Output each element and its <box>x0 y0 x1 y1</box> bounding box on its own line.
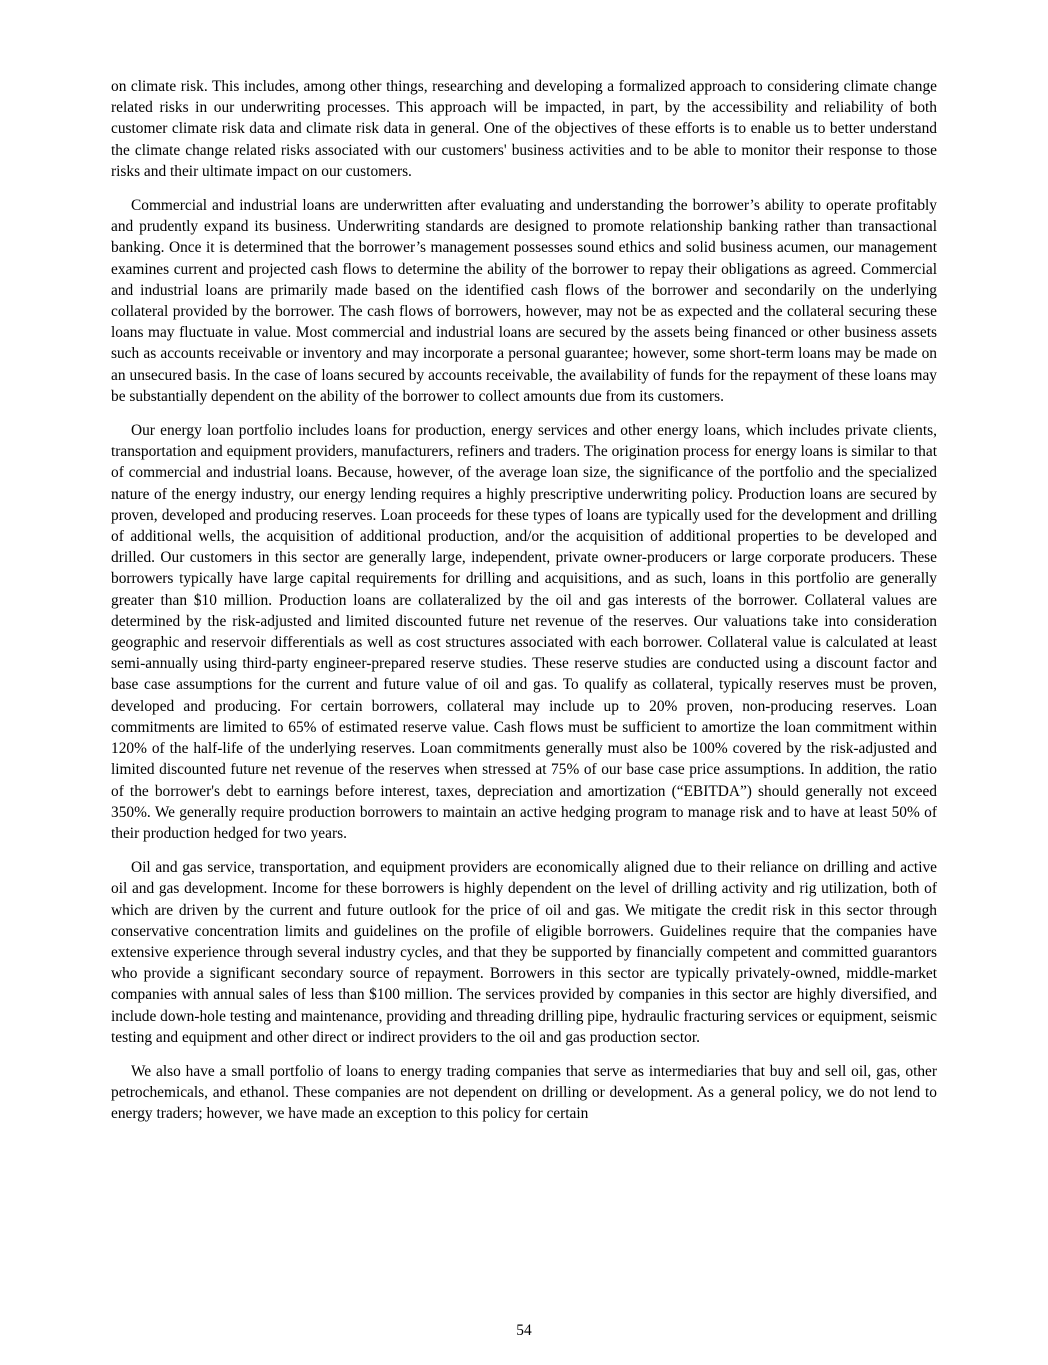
document-body <box>111 76 937 1138</box>
paragraph-oil-gas-service-providers: Oil and gas service, transportation, and equipment providers are economically aligned due to their reliance on drilling and active oil and gas development. Income for these borrowers is highly dependent on the level of drilling activity and rig utilization, both of which are driven by the current and future outlook for the price of oil and gas. We mitigate the credit risk in this sector through conservative concentration limits and guidelines on the profile of eligible borrowers. Guidelines require that the companies have extensive experience through several industry cycles, and that they be supported by financially competent and committed guarantors who provide a significant secondary source of repayment. Borrowers in this sector are typically privately-owned, middle-market companies with annual sales of less than $100 million. The services provided by companies in this sector are highly diversified, and include down-hole testing and maintenance, providing and threading drilling pipe, hydraulic fracturing services or equipment, seismic testing and equipment and other direct or indirect providers to the oil and gas production sector. <box>111 859 937 1046</box>
paragraph-energy-loan-portfolio: Our energy loan portfolio includes loans for production, energy services and other energy loans, which includes private clients, transportation and equipment providers, manufacturers, refiners and traders. The origination process for energy loans is similar to that of commercial and industrial loans. Because, however, of the average loan size, the significance of the portfolio and the specialized nature of the energy industry, our energy lending requires a highly prescriptive underwriting policy. Production loans are secured by proven, developed and producing reserves. Loan proceeds for these types of loans are typically used for the development and drilling of additional wells, the acquisition of additional production, and/or the acquisition of additional properties to be developed and drilled. Our customers in this sector are generally large, independent, private owner-producers or large corporate producers. These borrowers typically have large capital requirements for drilling and acquisitions, and as such, loans in this portfolio are generally greater than $10 million. Production loans are collateralized by the oil and gas interests of the borrower. Collateral values are determined by the risk-adjusted and limited discounted future net revenue of the reserves. Our valuations take into consideration geographic and reservoir differentials as well as cost structures associated with each borrower. Collateral value is calculated at least semi-annually using third-party engineer-prepared reserve studies. These reserve studies are conducted using a discount factor and base case assumptions for the current and future value of oil and gas. To qualify as collateral, typically reserves must be proven, developed and producing. For certain borrowers, collateral may include up to 20% proven, non-producing reserves. Loan commitments are limited to 65% of estimated reserve value. Cash flows must be sufficient to amortize the loan commitment within 120% of the half-life of the underlying reserves. Loan commitments generally must also be 100% covered by the risk-adjusted and limited discounted future net revenue of the reserves when stressed at 75% of our base case price assumptions. In addition, the ratio of the borrower's debt to earnings before interest, taxes, depreciation and amortization (“EBITDA”) should generally not exceed 350%. We generally require production borrowers to maintain an active hedging program to manage risk and to have at least 50% of their production hedged for two years. <box>111 422 937 842</box>
paragraph-climate-risk: on climate risk. This includes, among other things, researching and developing a formalized approach to considering climate change related risks in our underwriting processes. This approach will be impacted, in part, by the accessibility and reliability of both customer climate risk data and climate risk data in general. One of the objectives of these efforts is to enable us to better understand the climate change related risks associated with our customers' business activities and to be able to monitor their response to those risks and their ultimate impact on our customers. <box>111 78 937 180</box>
paragraph-commercial-industrial-loans: Commercial and industrial loans are underwritten after evaluating and understanding the borrower’s ability to operate profitably and prudently expand its business. Underwriting standards are designed to promote relationship banking rather than transactional banking. Once it is determined that the borrower’s management possesses sound ethics and solid business acumen, our management examines current and projected cash flows to determine the ability of the borrower to repay their obligations as agreed. Commercial and industrial loans are primarily made based on the identified cash flows of the borrower and secondarily on the underlying collateral provided by the borrower. The cash flows of borrowers, however, may not be as expected and the collateral securing these loans may fluctuate in value. Most commercial and industrial loans are secured by the assets being financed or other business assets such as accounts receivable or inventory and may incorporate a personal guarantee; however, some short-term loans may be made on an unsecured basis. In the case of loans secured by accounts receivable, the availability of funds for the repayment of these loans may be substantially dependent on the ability of the borrower to collect amounts due from its customers. <box>111 197 937 405</box>
paragraph-energy-trading-companies: We also have a small portfolio of loans to energy trading companies that serve as intermediaries that buy and sell oil, gas, other petrochemicals, and ethanol. These companies are not dependent on drilling or development. As a general policy, we do not lend to energy traders; however, we have made an exception to this policy for certain <box>111 1062 937 1123</box>
page-number: 54 <box>516 1322 532 1339</box>
